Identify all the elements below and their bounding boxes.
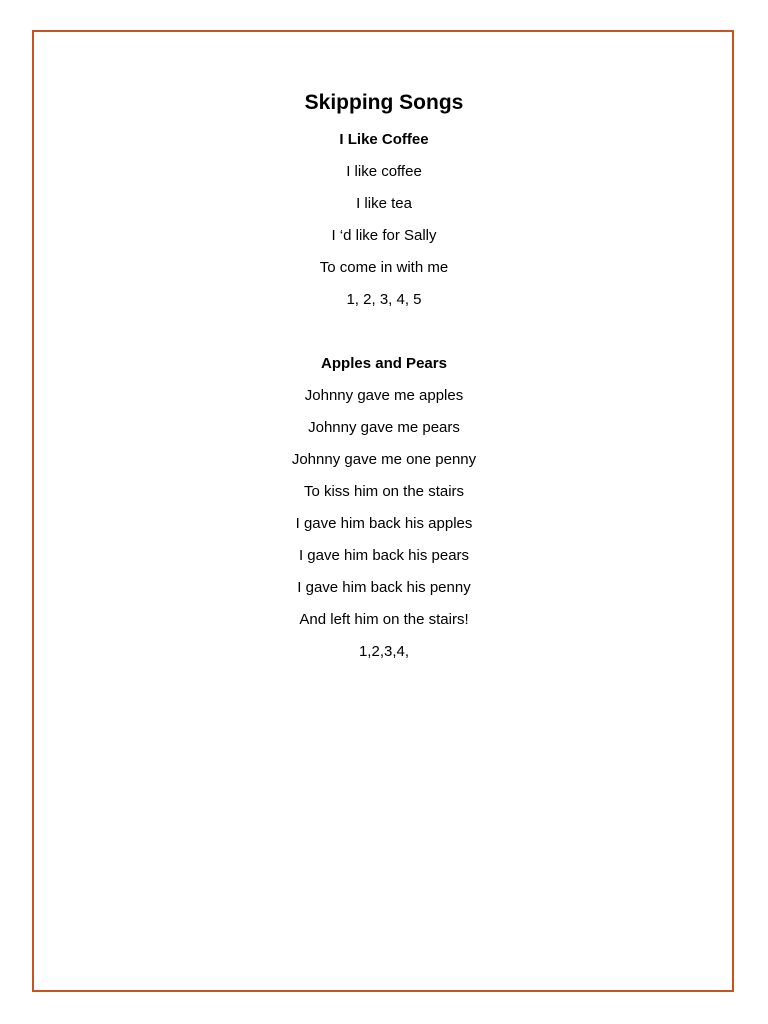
song-title: I Like Coffee — [339, 131, 429, 148]
document-body — [34, 86, 734, 668]
song-line: I gave him back his pears — [298, 547, 470, 564]
song-i-like-coffee — [34, 124, 734, 316]
song-apples-and-pears — [34, 348, 734, 668]
song-line: Johnny gave me one penny — [291, 451, 477, 468]
song-line: I like coffee — [346, 163, 422, 180]
song-line: Johnny gave me apples — [304, 387, 464, 404]
song-line: I like tea — [356, 195, 412, 212]
song-line: And left him on the stairs! — [299, 611, 469, 628]
song-line: I gave him back his penny — [297, 579, 471, 596]
song-line: 1,2,3,4, — [358, 643, 410, 660]
song-line: Johnny gave me pears — [308, 419, 460, 436]
song-line: To come in with me — [319, 259, 449, 276]
song-title: Apples and Pears — [321, 355, 447, 372]
song-line: To kiss him on the stairs — [303, 483, 465, 500]
document-title: Skipping Songs — [304, 91, 464, 114]
song-line: 1, 2, 3, 4, 5 — [346, 291, 422, 308]
song-line: I ‘d like for Sally — [331, 227, 437, 244]
song-line: I gave him back his apples — [295, 515, 473, 532]
